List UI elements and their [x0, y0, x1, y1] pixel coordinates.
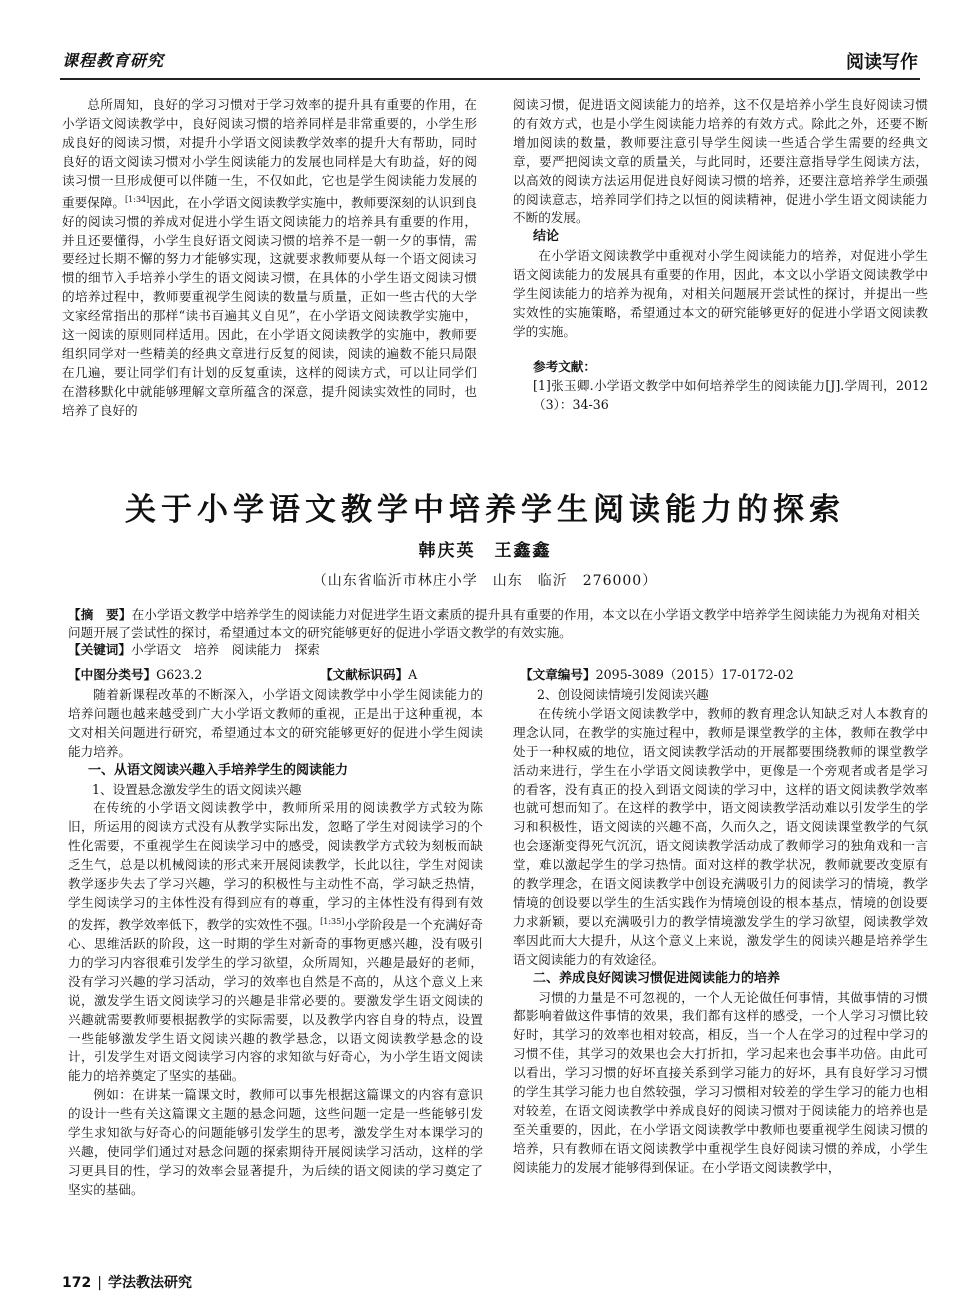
- citation: [1:34]: [125, 194, 150, 204]
- page-footer: [62, 1272, 192, 1292]
- subsection-heading-1-1: 1、设置悬念激发学生的语文阅读兴趣: [92, 781, 302, 797]
- section-heading-1: 一、从语文阅读兴趣入手培养学生的阅读能力: [88, 762, 349, 778]
- subsection-heading-1-2: 2、创设阅读情境引发阅读兴趣: [537, 687, 709, 702]
- section-header: 阅读写作: [846, 52, 918, 73]
- prev-article-right-column: [513, 96, 928, 415]
- intro-paragraph: 随着新课程改革的不断深入，小学语文阅读教学中小学生阅读能力的培养问题也越来越受到广大小学语文教师的重视，正是出于这种重视，本文对相关问题进行研究，希望通过本文的研究能够更好的促进小学生阅读能力培养。: [68, 687, 483, 759]
- document-code: 【文献标识码】A: [320, 667, 418, 682]
- body-right-column: [513, 686, 928, 1178]
- citation: [1:35]: [320, 916, 345, 926]
- article-affiliation: （山东省临沂市林庄小学 山东 临沂 276000）: [312, 573, 658, 589]
- reference-item: [1]张玉卿.小学语文教学中如何培养学生的阅读能力[J].学周刊，2012（3）：34-36: [533, 377, 928, 412]
- section-heading-2: 二、养成良好阅读习惯促进阅读能力的培养: [533, 970, 781, 986]
- body-paragraph: 习惯的力量是不可忽视的，一个人无论做任何事情，其做事情的习惯都影响着做这件事情的效果，我们都有这样的感受，一个人学习习惯比较好时，其学习的效率也相对较高，相反，当一个人在学习的过程中学习的习惯不佳，其学习的效果也会大打折扣，学习起来也会事半功倍。由此可以看出，学习习惯的好坏直接关系到学习能力的好坏，具有良好学习习惯的学生其学习能力也自然较强，学习习惯相对较差的学生学习的能力也相对较差，在语文阅读教学中养成良好的阅读习惯对于阅读能力的培养也是至关重要的，因此，在小学语文阅读教学中教师也要重视学生阅读习惯的培养，只有教师在语文阅读教学中重视学生良好阅读习惯的养成，小学生阅读能力的发展才能够得到保证。在小学语文阅读教学中，: [513, 989, 928, 1175]
- body-paragraph: 在传统的小学语文阅读教学中，教师所采用的阅读教学方式较为陈旧，所运用的阅读方式没有从教学实际出发，忽略了学生对阅读学习的个性化需要，不重视学生在阅读学习中的感受，阅读教学方式较为刻板而缺乏生气，总是以机械阅读的形式来开展阅读教学，长此以往，学生对阅读教学逐步失去了学习兴趣，学习的积极性与主动性不高，学习缺乏热情，学生阅读学习的主体性没有得到应有的尊重，学习的主体性没有得到有效的发挥，教学效率低下，教学的实效性不强。[1:35]小学阶段是一个充满好奇心、思维活跃的阶段，这一时期的学生对新奇的事物更感兴趣，没有吸引力的学习内容很难引发学生的学习欲望，众所周知，兴趣是最好的老师，没有学习兴趣的学习活动，学习的效率也自然是不高的，从这个意义上来说，激发学生语文阅读学习的兴趣是非常必要的。要激发学生语文阅读的兴趣就需要教师要根据教学的实际需要，以及教学内容自身的特点，设置一些能够激发学生语文阅读兴趣的教学悬念，以语文阅读教学悬念的设计，引发学生对语文阅读学习内容的求知欲与好奇心，为小学生语文阅读能力的培养奠定了坚实的基础。: [68, 800, 484, 1084]
- footer-separator: |: [97, 1275, 102, 1291]
- page-number: 172: [62, 1275, 92, 1291]
- abstract-block: [68, 606, 920, 659]
- body-paragraph: 例如：在讲某一篇课文时，教师可以事先根据这篇课文的内容有意识的设计一些有关这篇课文主题的悬念问题，这些问题一定是一些能够引发学生求知欲与好奇心的问题能够引发学生的思考，激发学生对本课学习的兴趣，使同学们通过对悬念问题的探索期待开展阅读学习活动，这样的学习更具目的性，学习的效率会显著提升，为后续的语文阅读的学习奠定了坚实的基础。: [68, 1087, 483, 1197]
- prev-paragraph: 总所周知，良好的学习习惯对于学习效率的提升具有重要的作用，在小学语文阅读教学中，良好阅读习惯的培养同样是非常重要的，小学生形成良好的阅读习惯，对提升小学语文阅读教学效率的提升大有帮助，同时良好的语文阅读习惯对小学生阅读能力的发展也同样是大有助益，好的阅读习惯一旦形成便可以伴随一生，不仅如此，它也是学生阅读能力发展的重要保障。[1:34]因此，在小学语文阅读教学实施中，教师要深刻的认识到良好的阅读习惯的养成对促进小学生语文阅读能力的培养具有重要的作用，并且还要懂得，小学生良好语文阅读习惯的培养不是一朝一夕的事情，需要经过长期不懈的努力才能够实现，这就要求教师要从每一个语文阅读习惯的细节入手培养小学生的语文阅读习惯，在具体的小学生语文阅读习惯的培养过程中，教师要重视学生阅读的数量与质量，正如一些古代的大学文家经常指出的那样“读书百遍其义自见”，在小学语文阅读教学实施中，这一阅读的原则同样适用。因此，在小学语文阅读教学的实施中，教师要组织同学对一些精美的经典文章进行反复的阅读，阅读的遍数不能只局限在几遍，要让同学们有计划的反复重读，这样的阅读方式，可以让同学们在潜移默化中就能够理解文章所蕴含的深意，提升阅读实效性的同时，也培养了良好的: [62, 97, 478, 418]
- header-rule: [60, 78, 920, 80]
- article-authors: 韩庆英 王鑫鑫: [418, 541, 552, 561]
- clc-number: 【中图分类号】G623.2: [68, 667, 203, 682]
- footer-journal: 学法教法研究: [107, 1275, 192, 1291]
- references-heading: 参考文献：: [533, 358, 596, 374]
- body-left-column: [68, 686, 483, 1200]
- prev-paragraph-cont: 阅读习惯，促进语文阅读能力的培养，这不仅是培养小学生良好阅读习惯的有效方式，也是小学生阅读能力培养的有效方式。除此之外，还要不断增加阅读的数量，教师要注意引导学生阅读一些适合学生需要的经典文章，要严把阅读文章的质量关，与此同时，还要注意指导学生阅读方法，以高效的阅读方法运用促进良好阅读习惯的培养，还要注意培养学生顽强的阅读意志，培养同学们持之以恒的阅读精神，促进小学生语文阅读能力不断的发展。: [513, 97, 928, 226]
- article-title: 关于小学语文教学中培养学生阅读能力的探索: [125, 492, 845, 528]
- abstract: 【摘 要】在小学语文教学中培养学生的阅读能力对促进学生语文素质的提升具有重要的作用，本文以在小学语文教学中培养学生阅读能力为视角对相关问题开展了尝试性的探讨，希望通过本文的研究能够更好的促进小学语文教学的有效实施。: [68, 607, 921, 640]
- keywords: 【关键词】小学语文 培养 阅读能力 探索: [68, 642, 320, 657]
- conclusion-heading: 结论: [533, 229, 560, 245]
- conclusion-text: 在小学语文阅读教学中重视对小学生阅读能力的培养，对促进小学生语文阅读能力的发展具有重要的作用，因此，本文以小学语文阅读教学中学生阅读能力的培养为视角，对相关问题展开尝试性的探讨，并提出一些实效性的实施策略，希望通过本文的研究能够更好的促进小学语文阅读教学的实施。: [513, 248, 928, 339]
- prev-article-left-column: [62, 96, 477, 421]
- journal-header: 课程教育研究: [62, 51, 165, 70]
- article-number: 【文章编号】2095-3089（2015）17-0172-02: [520, 667, 794, 682]
- body-paragraph: 在传统小学语文阅读教学中，教师的教育理念认知缺乏对人本教育的理念认同，在教学的实施过程中，教师是课堂教学的主体，教师在教学中处于一种权威的地位，语文阅读教学活动的开展都要围绕教师的课堂教学活动来进行，学生在小学语文阅读教学中，更像是一个旁观者或者是学习的看客，没有真正的投入到语文阅读的学习中，这样的语文阅读教学效率也就可想而知了。在这样的教学中，语文阅读教学活动难以引发学生的学习和积极性，语文阅读的兴趣不高，久而久之，语文阅读课堂教学的气氛也会逐渐变得死气沉沉，语文阅读教学活动成了教师学习的独角戏和一言堂，难以激起学生的学习热情。面对这样的教学状况，教师就要改变原有的教学理念，在语文阅读教学中创设充满吸引力的阅读学习的情境，教学情境的创设要以学生的生活实践作为情境创设的根本基点，情境的创设要力求新颖，要以充满吸引力的教学情境激发学生的学习欲望，阅读教学效率因此而大大提升，从这个意义上来说，激发学生的阅读兴趣是培养学生语文阅读能力的有效途径。: [513, 705, 928, 967]
